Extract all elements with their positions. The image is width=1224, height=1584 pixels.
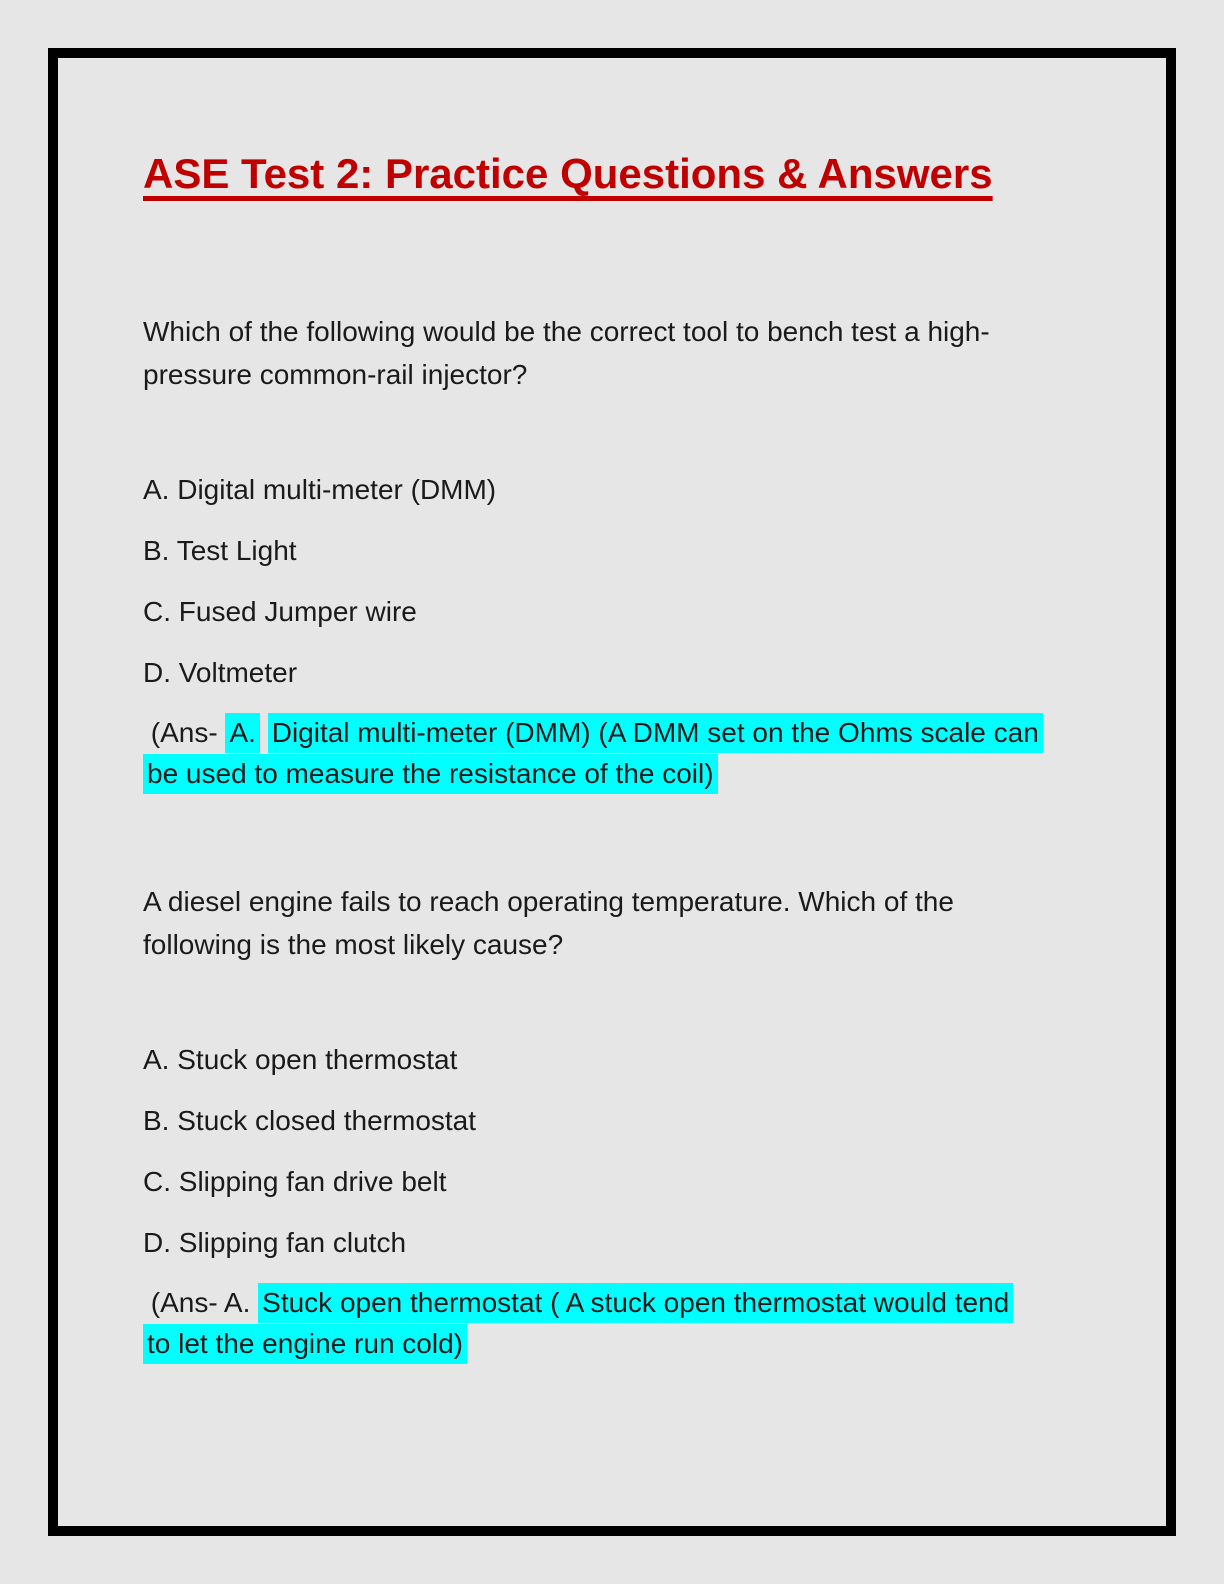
question-1-option-a: A. Digital multi-meter (DMM) <box>143 474 497 505</box>
answer-2-highlighted-text-1: Stuck open thermostat ( A stuck open thermostat would tend <box>258 1283 1013 1323</box>
answer-1-highlighted-text-1: Digital multi-meter (DMM) (A DMM set on the Ohms scale can <box>268 713 1043 753</box>
question-2-line-1: A diesel engine fails to reach operating temperature. Which of the <box>143 886 954 917</box>
question-2-answer-line-2 <box>143 1323 1086 1364</box>
answer-1-highlighted-text-2: be used to measure the resistance of the coil) <box>143 754 718 794</box>
question-2-option-a: A. Stuck open thermostat <box>143 1044 458 1075</box>
answer-2-prefix: (Ans- A. <box>143 1287 259 1318</box>
question-2-option-c: C. Slipping fan drive belt <box>143 1166 447 1197</box>
question-1-option-c: C. Fused Jumper wire <box>143 596 417 627</box>
answer-2-highlighted-text-2: to let the engine run cold) <box>143 1324 467 1364</box>
page-title: ASE Test 2: Practice Questions & Answers <box>143 150 993 197</box>
question-1-answer-line-1 <box>143 712 1086 753</box>
answer-1-gap <box>260 717 268 748</box>
question-block-1 <box>143 310 1086 794</box>
question-2-options <box>143 1038 1086 1264</box>
page-border-frame <box>48 48 1176 1536</box>
question-1-answer <box>143 712 1086 794</box>
question-1-text <box>143 310 1086 396</box>
question-2-text <box>143 880 1086 966</box>
question-block-2 <box>143 880 1086 1364</box>
question-1-line-1: Which of the following would be the correct tool to bench test a high- <box>143 316 990 347</box>
answer-1-highlighted-label: A. <box>225 713 259 753</box>
question-2-option-d: D. Slipping fan clutch <box>143 1227 407 1258</box>
page-content <box>58 58 1166 1364</box>
question-2-option-b: B. Stuck closed thermostat <box>143 1105 477 1136</box>
question-1-line-2: pressure common-rail injector? <box>143 359 528 390</box>
answer-1-prefix: (Ans- <box>143 717 226 748</box>
question-2-answer <box>143 1282 1086 1364</box>
question-1-answer-line-2 <box>143 753 1086 794</box>
question-2-answer-line-1 <box>143 1282 1086 1323</box>
question-2-line-2: following is the most likely cause? <box>143 929 564 960</box>
question-1-option-d: D. Voltmeter <box>143 657 298 688</box>
question-1-options <box>143 468 1086 694</box>
question-1-option-b: B. Test Light <box>143 535 297 566</box>
